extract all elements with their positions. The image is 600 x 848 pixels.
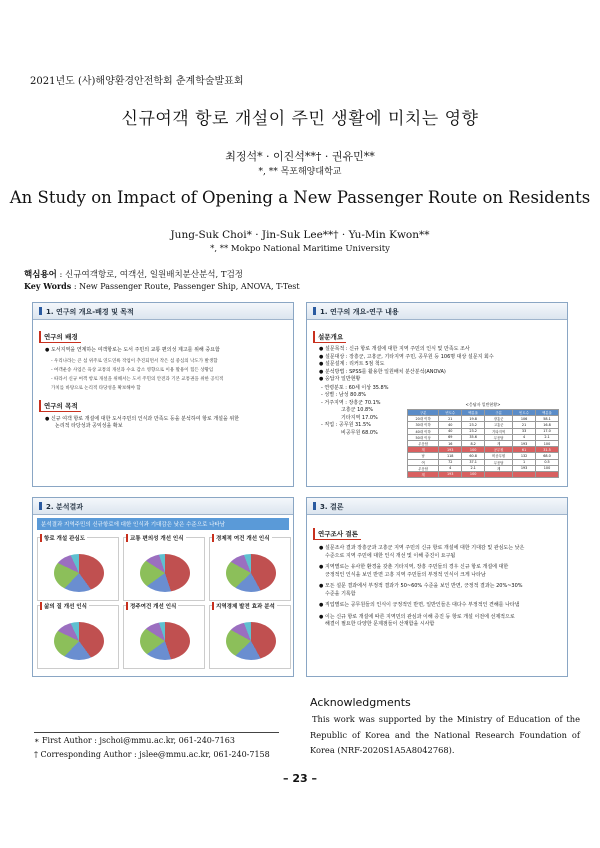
footnote-corresponding: † Corresponding Author : jslee@mmu.ac.kr, 061-240-7158 [34,750,270,759]
table-header-cell: 빈도수 [439,410,462,416]
stat-line: - 성별 : 남성 80.8% [321,392,367,398]
table-cell: 132 [513,453,536,459]
pie-chart-card [123,537,205,601]
table-cell: 계 [408,471,439,477]
stat-line: - 거주지역 : 장흥군 70.1% [321,399,381,406]
table-cell: 100 [462,447,485,453]
affiliation-korean: *, ** 목포해양대학교 [258,167,342,177]
table-cell: 35.6 [462,434,485,440]
table-cell: 2.1 [536,434,559,440]
section-title-survey: 설문개요 [313,331,346,343]
pie-chart-card [123,605,205,669]
table-cell: 31.5 [536,447,559,453]
table-cell: 68.0 [536,453,559,459]
pie-chart [140,554,190,592]
table-cell: 60.8 [462,453,485,459]
table-cell: 4 [439,465,462,471]
table-cell: 여 [408,459,439,465]
table-cell: 1 [513,459,536,465]
keywords-english-label: Key Words [24,281,72,291]
table-cell: 40 [439,428,462,434]
pie-chart [226,554,276,592]
sub-item: - 우리나라는 큰 섬 위주로 연도연륙 작업이 추진되면서 작은 섬 중심의 낙도가 발생함 [51,358,218,364]
header-bar-icon [39,502,42,510]
table-cell: 100 [536,465,559,471]
conclusion-item-cont: 수준으로 지역 주민에 대한 인식 개선 및 이해 증진이 요구됨 [325,552,456,559]
table-cell: 23.2 [462,428,485,434]
conclusion-item: ● 이는 신규 항로 개설에 따른 지역민의 관심과 이해 증진 등 항로 개설 이전에 선제적으로 [319,613,515,620]
pie-chart-title: 교통 편의성 개선 인식 [126,534,186,542]
panel-header [33,303,293,320]
table-cell: 193 [439,447,462,453]
pie-chart [140,622,190,660]
sub-item: 가치를 바탕으로 논리적 타당성을 확보해야 함 [51,385,141,391]
table-cell: 58.1 [536,416,559,422]
table-cell: 193 [513,440,536,446]
table-cell: 계 [485,465,513,471]
table-cell: 40대 이하 [408,428,439,434]
pie-chart-title: 경제적 여건 개선 인식 [212,534,272,542]
table-cell: 장흥군 [485,416,513,422]
panel-header [307,303,567,320]
pie-chart-card [37,537,119,601]
survey-item: ● 설문대상 : 장흥군, 고흥군, 기타지역 주민, 공무원 등 106명 대상 설문지 회수 [319,353,494,360]
panel-header-text: 1. 연구의 개요-연구 내용 [320,308,399,316]
table-cell: 23.2 [462,422,485,428]
table-cell [513,471,536,477]
pie-chart-title: 정주여건 개선 인식 [126,602,178,610]
table-header-cell: 구분 [485,410,513,416]
survey-items [319,346,561,384]
table-cell: 공무원 [485,447,513,453]
table-cell: 2.1 [462,465,485,471]
authors-english: Jung-Suk Choi* · Jin-Suk Lee**† · Yu-Min Kwon** [170,229,430,241]
table-cell: 계 [485,440,513,446]
pie-chart [54,554,104,592]
panel-header [33,498,293,515]
table-cell: 21 [513,422,536,428]
pie-chart [54,622,104,660]
affiliation-english: *, ** Mokpo National Maritime University [210,244,390,254]
table-cell: 20대 이하 [408,416,439,422]
table-cell: 33 [513,428,536,434]
table-cell: 37.1 [462,459,485,465]
table-cell: 40 [439,422,462,428]
poster-panel-results [32,497,294,677]
conclusion-item: ● 직업별로는 공무원들의 인식이 긍정적인 반면, 일반인들은 대다수 부정적인 견해를 나타냄 [319,602,520,608]
pie-chart-card [209,537,291,601]
conclusion-item: ● 지역별로는 유사한 환경을 갖춘 기타지역, 장흥 주민들의 경우 신규 항로 개설에 대한 [319,564,509,570]
acknowledgments-title: Acknowledgments [310,696,411,709]
table-cell: 30대 이하 [408,422,439,428]
table-header-cell: 백분율 [462,410,485,416]
background-sublist [51,357,287,393]
section-title-purpose: 연구의 목적 [39,400,81,412]
footnote-first-author: ∗ First Author : jschoi@mmu.ac.kr, 061-240-7163 [34,736,235,745]
poster-panel-conclusion [306,497,568,677]
header-bar-icon [313,307,316,315]
chart-grid [33,533,293,673]
pie-chart-title: 지역경제 발전 효과 분석 [212,602,277,610]
conclusion-item-cont: 수준을 기록함 [325,590,356,597]
keywords-korean [24,268,243,280]
pie-chart-card [209,605,291,669]
bullet-background: ● 도서지역을 연계하는 여객항로는 도서 주민의 교통 편의성 제고를 위해 중요함 [45,347,220,353]
title-korean: 신규여객 항로 개설이 주민 생활에 미치는 영향 [121,109,479,129]
table-cell: 106 [513,416,536,422]
pie-chart-title: 항로 개설 관심도 [40,534,87,542]
pie-chart-title: 삶의 질 개선 인식 [40,602,89,610]
table-header-cell: 구분 [408,410,439,416]
stat-line: 고흥군 10.8% [341,407,373,413]
conclusion-item: ● 설문조사 결과 장흥군과 고흥군 지역 주민의 신규 항로 개설에 대한 기대감 및 관심도는 낮은 [319,545,525,551]
section-title-conclusion: 연구조사 결론 [313,528,361,540]
table-cell: 21 [439,416,462,422]
table-cell: 61 [513,447,536,453]
page-number: – 23 – [283,772,317,785]
keywords-english-text: : New Passenger Route, Passenger Ship, ANOVA, T-Test [71,282,300,291]
table-cell: 16 [439,440,462,446]
conclusion-item-cont: 해결이 필요한 다양한 문제점들이 산재함을 시사함 [325,621,435,627]
table-cell: 고흥군 [485,422,513,428]
panel-header-text: 2. 분석결과 [46,503,84,511]
results-banner: 분석결과 지역주민의 신규항로에 대한 인식과 기대감은 낮은 수준으로 나타남 [37,518,289,530]
title-english: An Study on Impact of Opening a New Passenger Route on Residents [9,188,591,207]
table-header-cell: 백분율 [536,410,559,416]
table-cell: 100 [462,471,485,477]
panel-header [307,498,567,515]
acknowledgments-text: This work was supported by the Ministry of Education of the Republic of Korea and the National Research Foundation of Korea (NRF-2020S1A5A8042768). [310,714,580,755]
stat-line: - 직업 : 공무원 31.5% [321,422,371,428]
table-cell: 0.5 [536,459,559,465]
table-cell: 기타지역 [485,428,513,434]
keywords-english [24,281,300,291]
respondent-stats [321,385,401,438]
stat-line: 비공무원 68.0% [341,429,378,436]
table-cell: 무응답 [485,434,513,440]
table-cell: 17.0 [536,428,559,434]
survey-item: ● 설문설계 : 리커트 5점 척도 [319,361,385,367]
table-cell: 193 [513,465,536,471]
sub-item: - 따라서 신규 여객 항로 개설을 위해서는 도서 주민의 안전과 기본 교통권을 위한 공익적 [51,376,224,382]
table-cell: 72 [439,459,462,465]
survey-item: ● 분석방법 : SPSS를 활용한 일원배치 분산분석(ANOVA) [319,368,446,375]
sub-item: - 여객운송 사업은 육상 교통의 개선과 수요 감소 영향으로 이용 활용이 힘든 상황임 [51,367,214,373]
table-caption: <응답자 일반현황> [465,402,501,407]
panel-header-text: 3. 결론 [320,503,344,511]
table-cell: 69 [439,434,462,440]
bullet-purpose-text: 신규 여객 항로 개설에 대한 도서주민의 인식과 만족도 등을 분석하여 항로 개설을 위한 [50,415,240,422]
bullet-purpose: ● 신규 여객 항로 개설에 대한 도서주민의 인식과 만족도 등을 분석하여 항로 개설을 위한 [45,415,240,422]
table-cell: 남 [408,453,439,459]
pie-chart [226,622,276,660]
table-cell [536,471,559,477]
header-bar-icon [39,307,42,315]
keywords-korean-label: 핵심용어 [24,270,57,280]
section-title-background: 연구의 배경 [39,331,81,343]
footnote-divider [34,732,279,733]
table-cell: 무응답 [408,440,439,446]
poster-panel-background [32,302,294,487]
conclusion-items [319,545,561,629]
keywords-korean-text: : 신규여객항로, 여객선, 일원배치분산분석, T검정 [56,270,244,280]
table-cell: 50대 이상 [408,434,439,440]
stat-line: - 연령분포 : 60세 이상 35.8% [321,384,389,391]
conference-name: 2021년도 (사)해양환경안전학회 춘계학술발표회 [30,76,244,87]
panel-header-text: 1. 연구의 개요-배경 및 목적 [46,308,134,316]
survey-item: ● 설문목적 : 신규 항로 개설에 대한 지역 주민의 인식 및 만족도 조사 [319,346,470,352]
table-cell: 계 [408,447,439,453]
stat-line: 기타지역 17.0% [341,414,378,421]
respondent-table [407,409,559,478]
table-cell: 무응답 [408,465,439,471]
table-cell: 8.2 [462,440,485,446]
header-bar-icon [313,502,316,510]
table-cell: 비공무원 [485,453,513,459]
table-cell: 100 [536,440,559,446]
bullet-background-text: 도서지역을 연계하는 여객항로는 도서 주민의 교통 편의성 제고를 위해 중요함 [50,347,220,353]
table-cell: 무응답 [485,459,513,465]
table-header-cell: 빈도수 [513,410,536,416]
table-cell: 4 [513,434,536,440]
poster-panel-content [306,302,568,487]
conclusion-item-cont: 긍정적인 인식을 보인 반면 고흥 지역 주민들의 부정적 인식이 크게 나타남 [325,571,486,578]
table-cell: 118 [439,453,462,459]
conclusion-item: ● 모든 설문 결과에서 부정적 결과가 50~60% 수준을 보인 반면, 긍정적 결과는 20%~30% [319,583,523,589]
table-row [408,471,559,477]
authors-korean: 최정석* · 이진석**† · 권유민** [225,150,375,163]
table-cell: 19.8 [462,416,485,422]
bullet-purpose-cont: 논리적 타당성과 공익성을 확보 [55,423,123,429]
table-cell [485,471,513,477]
pie-chart-card [37,605,119,669]
table-cell: 193 [439,471,462,477]
survey-item: ● 응답자 일반현황 [319,376,361,382]
table-cell: 16.8 [536,422,559,428]
respondent-table-wrap [407,402,559,478]
